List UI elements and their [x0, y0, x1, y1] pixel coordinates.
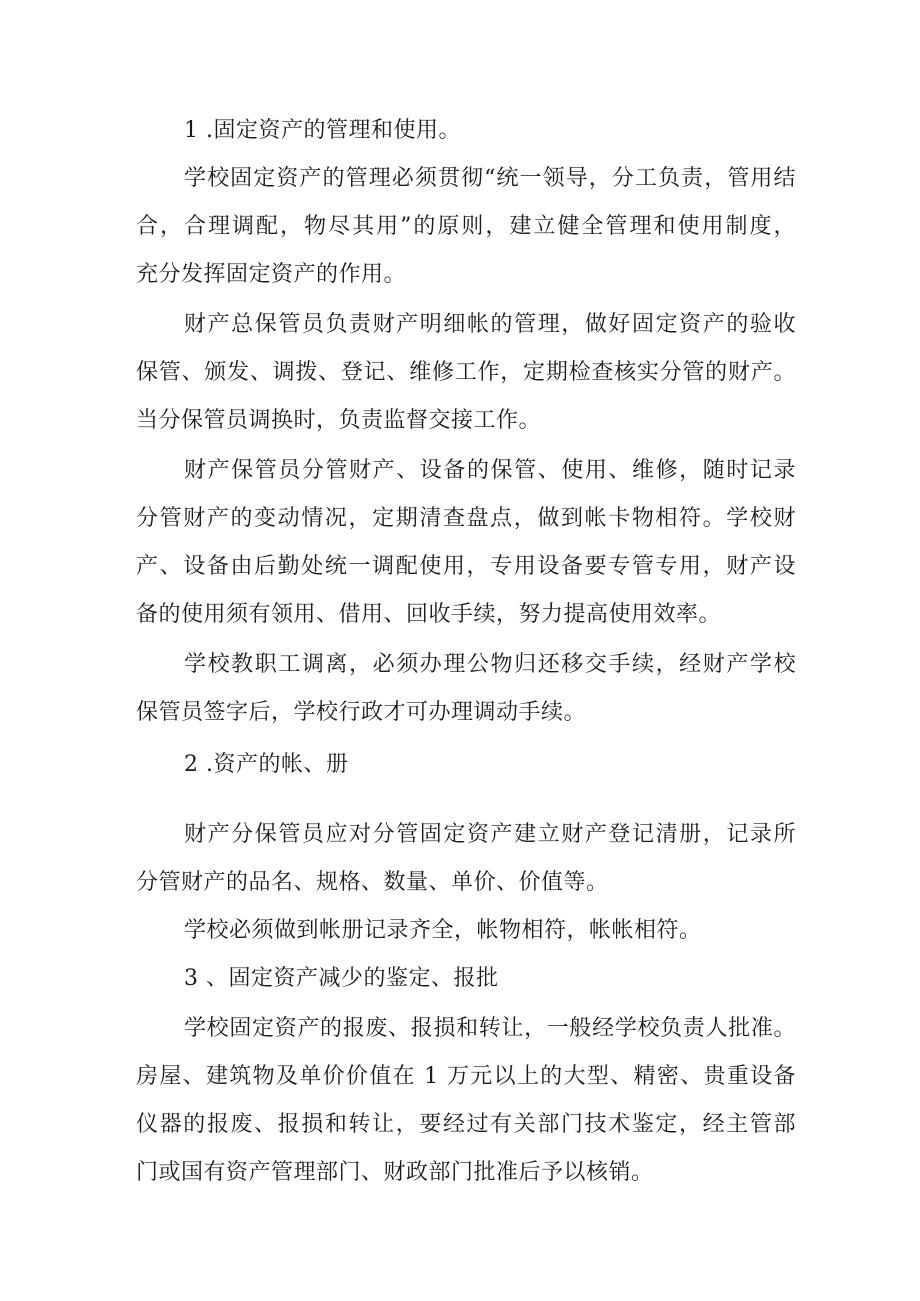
section-heading-2: 2 .资产的帐、册 — [184, 752, 349, 777]
section-heading-1: 1 .固定资产的管理和使用。 — [184, 118, 461, 143]
paragraph-line: 财产保管员分管财产、设备的保管、使用、维修，随时记录 — [184, 458, 796, 483]
paragraph-line: 当分保管员调换时，负责监督交接工作。 — [136, 408, 542, 433]
paragraph-line: 分管财产的品名、规格、数量、单价、价值等。 — [136, 870, 609, 895]
paragraph-line: 学校必须做到帐册记录齐全，帐物相符，帐帐相符。 — [184, 918, 702, 943]
paragraph-line: 门或国有资产管理部门、财政部门批准后予以核销。 — [136, 1160, 654, 1185]
section-heading-3: 3 、固定资产减少的鉴定、报批 — [184, 966, 499, 991]
paragraph-line: 合，合理调配，物尽其用”的原则，建立健全管理和使用制度， — [136, 214, 796, 239]
paragraph-line: 充分发挥固定资产的作用。 — [136, 262, 407, 287]
paragraph-line: 保管、颁发、调拨、登记、维修工作，定期检查核实分管的财产。 — [136, 360, 796, 385]
paragraph-line: 财产分保管员应对分管固定资产建立财产登记清册，记录所 — [184, 822, 796, 847]
paragraph-line: 房屋、建筑物及单价价值在 1 万元以上的大型、精密、贵重设备 — [136, 1064, 796, 1089]
paragraph-line: 分管财产的变动情况，定期清查盘点，做到帐卡物相符。学校财 — [136, 506, 796, 531]
paragraph-line: 仪器的报废、报损和转让，要经过有关部门技术鉴定，经主管部 — [136, 1112, 796, 1137]
paragraph-line: 产、设备由后勤处统一调配使用，专用设备要专管专用，财产设 — [136, 554, 796, 579]
paragraph-line: 学校固定资产的报废、报损和转让，一般经学校负责人批准。 — [184, 1016, 796, 1041]
paragraph-line: 备的使用须有领用、借用、回收手续，努力提高使用效率。 — [136, 602, 722, 627]
paragraph-line: 学校教职工调离，必须办理公物归还移交手续，经财产学校 — [184, 652, 796, 677]
paragraph-line: 学校固定资产的管理必须贯彻“统一领导，分工负责，管用结 — [184, 166, 796, 191]
paragraph-line: 保管员签字后，学校行政才可办理调动手续。 — [136, 700, 587, 725]
paragraph-line: 财产总保管员负责财产明细帐的管理，做好固定资产的验收 — [184, 312, 796, 337]
